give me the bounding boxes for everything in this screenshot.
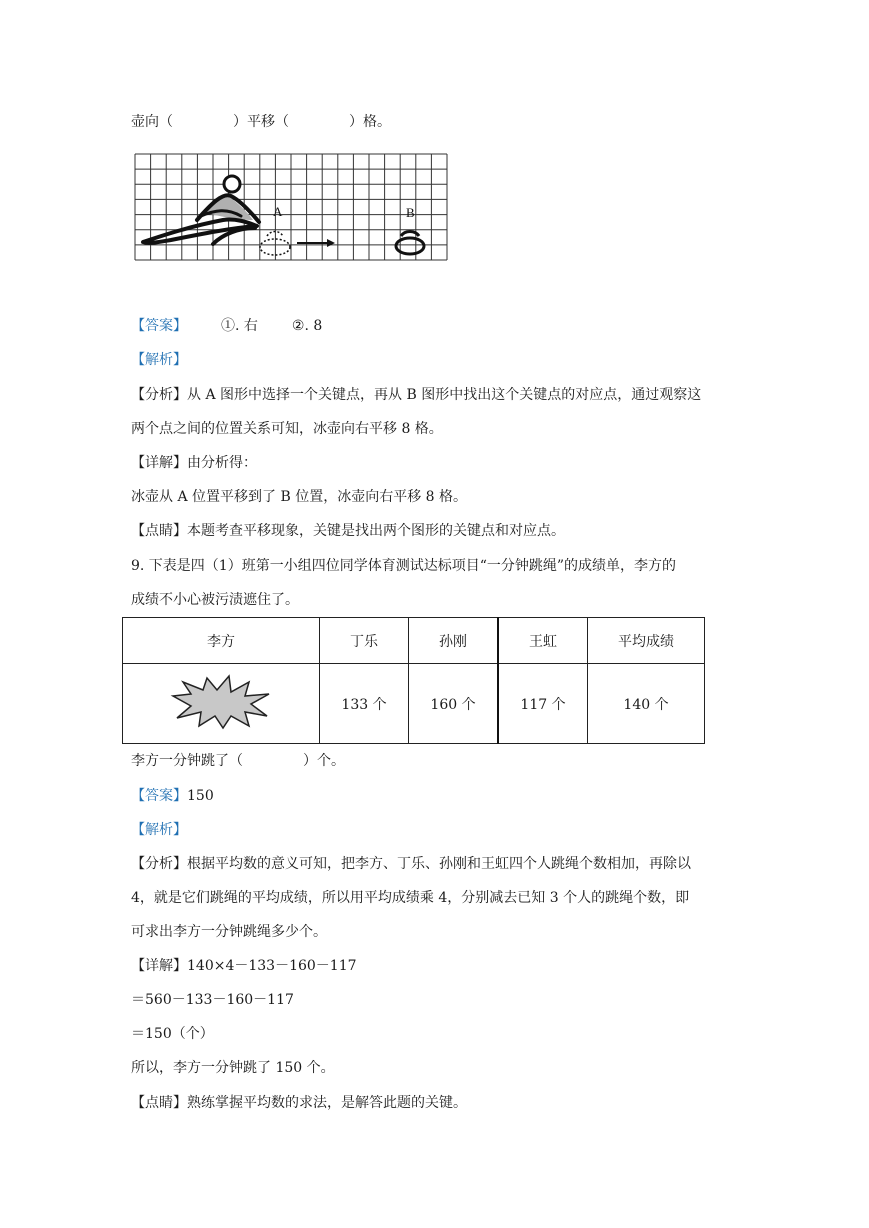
- q9-dianjing-line: [131, 1093, 467, 1113]
- q8-stem-part-a: 壶向（: [131, 114, 173, 130]
- grid-lines: [135, 154, 447, 260]
- q8-dianjing-line: [131, 521, 565, 541]
- q8-analysis-tag: 【解析】: [131, 352, 187, 368]
- label-a: A: [273, 204, 283, 219]
- q8-xiangjie-line-2: 冰壶从 A 位置平移到了 B 位置，冰壶向右平移 8 格。: [131, 489, 468, 505]
- q8-answer-2: ②. 8: [291, 318, 323, 334]
- q8-answer: [131, 316, 322, 336]
- q9-fenxi-line-3: 可求出李方一分钟跳绳多少个。: [131, 924, 327, 940]
- header-cell: 孙刚: [409, 618, 499, 664]
- q9-xiangjie-line: [131, 956, 357, 976]
- header-cell: 李方: [123, 618, 320, 664]
- q9-calc-line-3: ＝150（个）: [131, 1026, 214, 1042]
- value-cell: 140 个: [588, 664, 705, 744]
- q9-calc-1: 140×4－133－160－117: [187, 958, 357, 974]
- q9-fenxi-text-1: 根据平均数的意义可知，把李方、丁乐、孙刚和王虹四个人跳绳个数相加，再除以: [187, 856, 691, 872]
- value-cell: 133 个: [320, 664, 409, 744]
- q9-fenxi-line-2: 4，就是它们跳绳的平均成绩，所以用平均成绩乘 4，分别减去已知 3 个人的跳绳个数，即: [131, 890, 690, 906]
- header-cell: 平均成绩: [588, 618, 705, 664]
- value-cell: 160 个: [409, 664, 499, 744]
- q8-fenxi-line-2: 两个点之间的位置关系可知，冰壶向右平移 8 格。: [131, 421, 443, 437]
- q9-conclusion: 所以，李方一分钟跳了 150 个。: [131, 1060, 335, 1076]
- xiangjie-tag: 【详解】: [131, 958, 187, 974]
- q8-fenxi-line-1: [131, 385, 701, 405]
- q9-dianjing-text: 熟练掌握平均数的求法，是解答此题的关键。: [187, 1095, 467, 1111]
- q9-stem-line-1: 9. 下表是四（1）班第一小组四位同学体育测试达标项目“一分钟跳绳”的成绩单，李方的: [131, 558, 677, 574]
- fenxi-tag: 【分析】: [131, 856, 187, 872]
- header-cell: 王虹: [498, 618, 588, 664]
- q8-answer-1: ①. 右: [221, 318, 258, 334]
- xiangjie-tag: 【详解】: [131, 455, 187, 471]
- header-cell: 丁乐: [320, 618, 409, 664]
- q8-stem-part-c: ）格。: [349, 114, 391, 130]
- curling-grid-figure: [131, 150, 451, 266]
- table-row: [123, 664, 705, 744]
- q9-answer-value: 150: [187, 788, 214, 804]
- label-b: B: [406, 205, 415, 220]
- answer-tag: 【答案】: [131, 318, 187, 334]
- q8-dianjing-text: 本题考查平移现象，关键是找出两个图形的关键点和对应点。: [187, 523, 565, 539]
- right-arrow-icon: [297, 239, 335, 247]
- dianjing-tag: 【点睛】: [131, 1095, 187, 1111]
- q8-stem-part-b: ）平移（: [233, 114, 289, 130]
- q8-fenxi-text-1: 从 A 图形中选择一个关键点，再从 B 图形中找出这个关键点的对应点，通过观察这: [187, 387, 702, 403]
- q9-calc-line-2: ＝560－133－160－117: [131, 992, 294, 1008]
- answer-tag: 【答案】: [131, 788, 187, 804]
- q8-stem: [131, 112, 391, 132]
- curling-athlete-figure: [143, 176, 259, 244]
- score-table: [122, 617, 705, 744]
- table-header-row: [123, 618, 705, 664]
- ink-stain-icon: [169, 674, 273, 730]
- fenxi-tag: 【分析】: [131, 387, 187, 403]
- q9-question: [131, 751, 345, 771]
- dianjing-tag: 【点睛】: [131, 523, 187, 539]
- q9-fenxi-line-1: [131, 854, 691, 874]
- q9-question-part-a: 李方一分钟跳了（: [131, 753, 243, 769]
- q9-question-part-b: ）个。: [303, 753, 345, 769]
- q9-analysis-tag: 【解析】: [131, 822, 187, 838]
- value-cell: 117 个: [498, 664, 588, 744]
- q9-answer: [131, 786, 214, 806]
- q8-xiangjie-text-1: 由分析得：: [187, 455, 257, 471]
- q8-xiangjie-line-1: [131, 453, 257, 473]
- stain-cell: [123, 664, 320, 744]
- q9-stem-line-2: 成绩不小心被污渍遮住了。: [131, 592, 299, 608]
